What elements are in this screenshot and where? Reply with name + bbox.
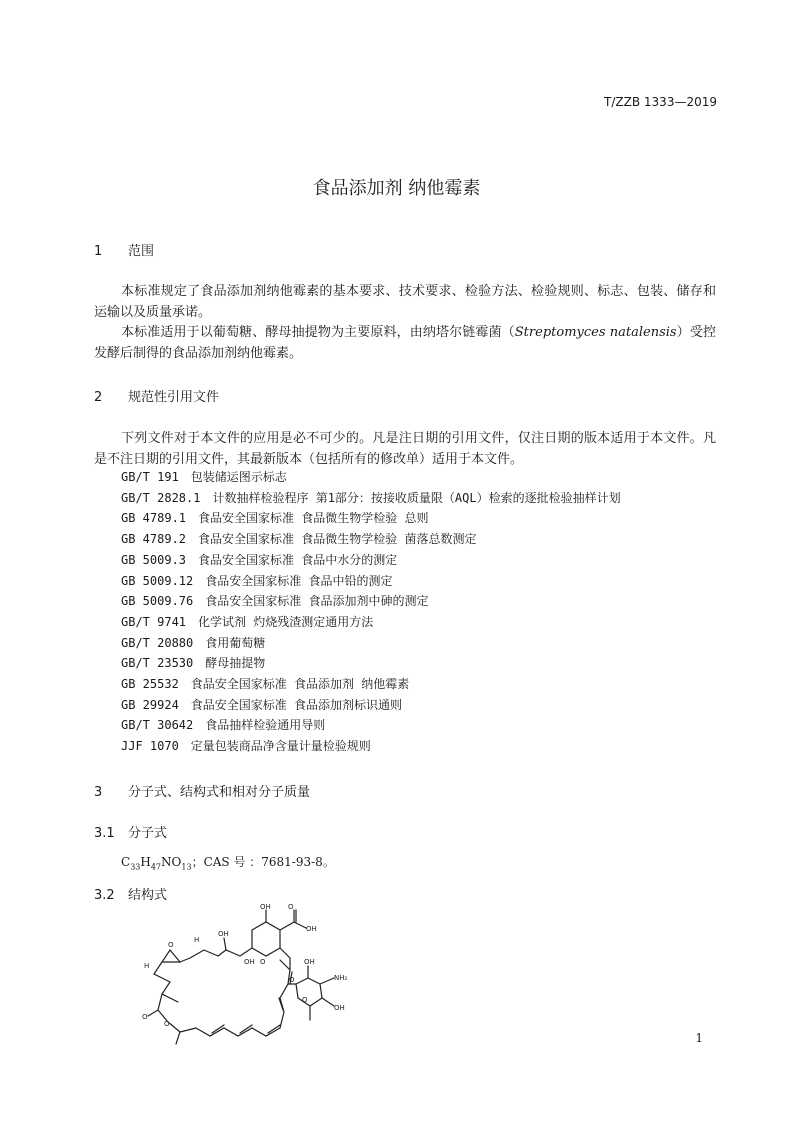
reference-code: GB 5009.76 — [121, 594, 194, 609]
reference-item — [121, 530, 476, 547]
section-1-heading — [94, 240, 154, 259]
reference-title: 定量包装商品净含量计量检验规则 — [190, 739, 371, 754]
reference-item — [121, 654, 265, 671]
reference-code: GB 4789.1 — [121, 511, 187, 526]
reference-title: 计数抽样检验程序 第1部分：按接收质量限（AQL）检索的逐批检验抽样计划 — [212, 490, 621, 505]
subsection-title: 分子式 — [128, 826, 168, 841]
reference-code: GB/T 30642 — [121, 718, 194, 733]
reference-item — [121, 489, 621, 506]
subsection-3-1-heading — [94, 822, 167, 841]
reference-title: 食用葡萄糖 — [205, 635, 266, 650]
reference-item — [121, 572, 392, 589]
reference-item — [121, 592, 428, 609]
reference-item — [121, 737, 371, 754]
reference-item — [121, 634, 265, 651]
reference-item — [121, 468, 287, 485]
epoxide — [162, 950, 180, 962]
carboxyl-group — [280, 910, 306, 930]
page-number: 1 — [695, 1031, 703, 1045]
reference-item — [121, 696, 402, 713]
subsection-number: 3.2 — [94, 888, 115, 903]
atom-label: NH₂ — [334, 974, 348, 982]
reference-title: 食品安全国家标准 食品添加剂中砷的测定 — [205, 594, 429, 609]
reference-item — [121, 716, 325, 733]
references-intro: 下列文件对于本文件的应用是必不可少的。凡是注日期的引用文件，仅注日期的版本适用于本文件。凡是不注日期的引用文件，其最新版本（包括所有的修改单）适用于本文件。 — [94, 431, 716, 467]
lactone-carbonyl — [148, 994, 168, 1022]
reference-title: 食品安全国家标准 食品添加剂 纳他霉素 — [190, 677, 410, 691]
reference-code: GB/T 23530 — [121, 656, 194, 671]
formula-h: H — [140, 855, 151, 869]
section-2-heading — [94, 386, 219, 405]
reference-code: GB 29924 — [121, 697, 179, 712]
reference-item — [121, 675, 409, 692]
formula-h-count: 47 — [150, 862, 162, 872]
reference-code: GB 5009.12 — [121, 573, 194, 588]
reference-title: 包装储运图示标志 — [190, 470, 287, 484]
formula-c-count: 33 — [130, 862, 141, 872]
atom-label: OH — [218, 930, 229, 938]
atom-label: OH — [306, 925, 317, 933]
section-number: 1 — [94, 244, 103, 259]
molecular-formula — [121, 853, 335, 871]
atom-label: H — [194, 936, 200, 944]
atom-label: O — [289, 976, 295, 984]
polyene-bottom — [196, 1028, 280, 1036]
formula-c: C — [121, 855, 131, 869]
hemiketal-ring — [252, 922, 280, 956]
atom-label: O — [164, 1020, 170, 1028]
subsection-title: 结构式 — [128, 888, 168, 903]
atom-label: O — [302, 996, 308, 1004]
atom-label: OH — [304, 958, 315, 966]
formula-no: NO — [161, 855, 182, 869]
reference-title: 食品抽样检验通用导则 — [205, 718, 326, 733]
section-number: 2 — [94, 390, 103, 405]
reference-code: GB/T 191 — [121, 470, 179, 484]
reference-title: 酵母抽提物 — [205, 656, 266, 671]
reference-code: GB 4789.2 — [121, 532, 187, 547]
reference-title: 食品安全国家标准 食品微生物学检验 总则 — [198, 511, 429, 526]
oh-bond-2 — [224, 938, 226, 950]
cas-number: ；CAS 号 ：7681-93-8。 — [191, 855, 335, 869]
chain-upper-left — [180, 950, 218, 962]
section-3-heading — [94, 781, 310, 800]
section-title: 范围 — [128, 244, 155, 259]
reference-title: 化学试剂 灼烧残渣测定通用方法 — [198, 614, 374, 629]
subsection-number: 3.1 — [94, 826, 115, 841]
reference-item — [121, 613, 373, 630]
atom-label: O — [288, 903, 294, 911]
standard-code: T/ZZB 1333—2019 — [604, 95, 717, 109]
reference-title: 食品安全国家标准 食品微生物学检验 菌落总数测定 — [198, 532, 477, 547]
reference-code: GB 5009.3 — [121, 552, 187, 567]
page-title: 食品添加剂 纳他霉素 — [312, 178, 481, 199]
reference-item — [121, 509, 428, 526]
reference-code: GB/T 9741 — [121, 614, 187, 629]
atom-label: OH — [260, 903, 271, 911]
atom-label: OH — [244, 958, 255, 966]
subsection-3-2-heading — [94, 884, 167, 903]
chain-right — [280, 948, 290, 970]
atom-label: O — [142, 1013, 148, 1021]
reference-code: GB/T 20880 — [121, 635, 194, 650]
atom-label: H — [144, 962, 150, 970]
scope-paragraph-1: 本标准规定了食品添加剂纳他霉素的基本要求、技术要求、检验方法、检验规则、标志、包装、储存和运输以及质量承诺。 — [94, 284, 716, 320]
reference-code: GB/T 2828.1 — [121, 490, 201, 505]
scope-text-b: ）受控发酵后制得的食品添加剂纳他霉素。 — [94, 325, 716, 361]
scope-paragraph-2 — [94, 322, 716, 364]
section-title: 规范性引用文件 — [128, 390, 220, 405]
formula-o-count: 13 — [181, 862, 192, 872]
chain-left — [154, 962, 170, 982]
atom-label: OH — [334, 1004, 345, 1012]
chain-upper — [218, 948, 252, 956]
natamycin-structure-diagram — [140, 902, 370, 1052]
double-bond-left — [162, 982, 178, 1002]
atom-label: O — [168, 941, 174, 949]
reference-title: 食品安全国家标准 食品中水分的测定 — [198, 552, 398, 567]
atom-label: O — [260, 958, 266, 966]
lactone-ester — [168, 1022, 196, 1044]
reference-code: GB 25532 — [121, 677, 179, 691]
reference-title: 食品安全国家标准 食品中铅的测定 — [205, 573, 393, 588]
scope-text-a: 本标准适用于以葡萄糖、酵母抽提物为主要原料，由纳塔尔链霉菌（ — [121, 325, 515, 340]
reference-item — [121, 551, 397, 568]
reference-code: JJF 1070 — [121, 739, 179, 754]
reference-title: 食品安全国家标准 食品添加剂标识通则 — [190, 697, 403, 712]
species-name: Streptomyces natalensis — [514, 325, 677, 340]
mycosamine-ring — [296, 978, 322, 1006]
section-number: 3 — [94, 785, 103, 800]
section-title: 分子式、结构式和相对分子质量 — [128, 785, 311, 800]
